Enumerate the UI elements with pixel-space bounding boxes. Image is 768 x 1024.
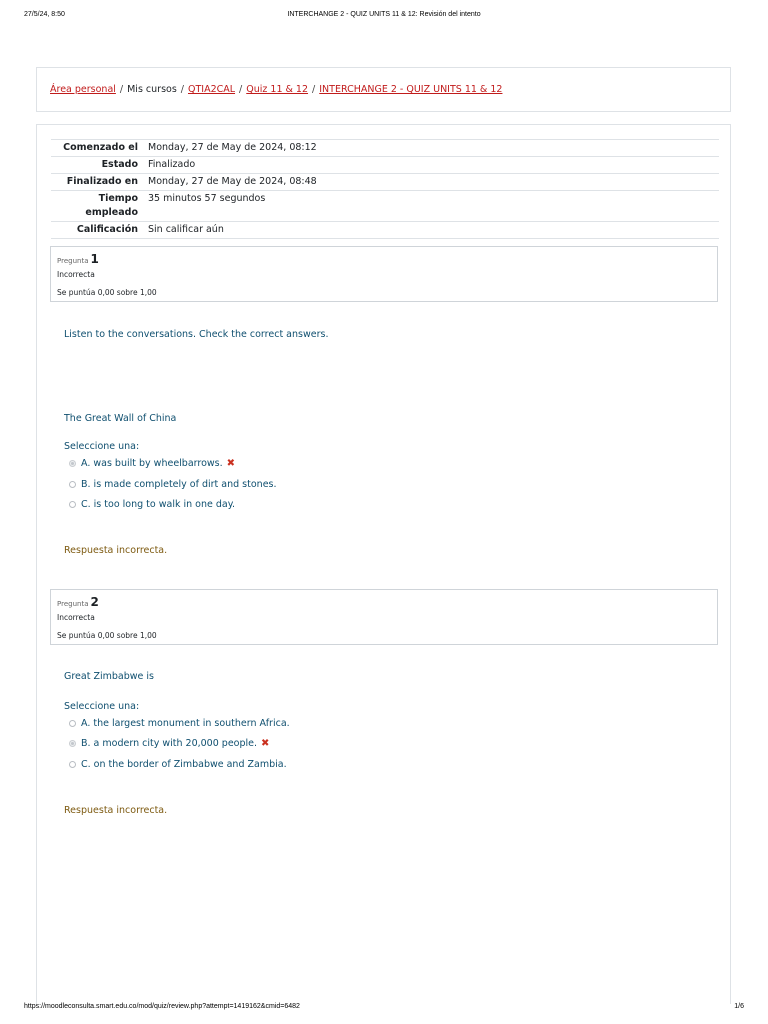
summary-value: Finalizado xyxy=(148,159,196,170)
question-number-value: 2 xyxy=(90,595,99,609)
answer-label: B. is made completely of dirt and stones. xyxy=(81,479,277,490)
question-number xyxy=(57,595,99,609)
incorrect-icon: ✖ xyxy=(226,458,236,469)
question-1-answer-a[interactable] xyxy=(64,458,235,469)
question-2-feedback: Respuesta incorrecta. xyxy=(64,805,168,816)
question-1-answer-b[interactable] xyxy=(64,479,277,490)
question-2-prompt: Seleccione una: xyxy=(64,701,140,712)
summary-value: Sin calificar aún xyxy=(148,224,224,235)
radio-button[interactable] xyxy=(69,720,76,727)
question-1-info xyxy=(50,246,718,302)
radio-button[interactable] xyxy=(69,460,76,467)
breadcrumb-quiz[interactable]: INTERCHANGE 2 - QUIZ UNITS 11 & 12 xyxy=(319,84,503,95)
question-state: Incorrecta xyxy=(57,613,95,622)
question-state: Incorrecta xyxy=(57,270,95,279)
question-number-value: 1 xyxy=(90,252,99,266)
breadcrumb-area-personal[interactable]: Área personal xyxy=(50,84,116,95)
question-1-answer-c[interactable] xyxy=(64,499,235,510)
breadcrumb-separator: / xyxy=(312,84,316,95)
answer-label: B. a modern city with 20,000 people. xyxy=(81,738,258,749)
question-number xyxy=(57,252,99,266)
print-header xyxy=(0,11,768,21)
radio-button[interactable] xyxy=(69,501,76,508)
summary-row xyxy=(51,140,719,157)
summary-label: Estado xyxy=(101,159,138,170)
summary-label: Calificación xyxy=(76,224,138,235)
answer-label: A. was built by wheelbarrows. xyxy=(81,458,223,469)
print-footer xyxy=(0,1003,768,1013)
summary-value: 35 minutos 57 segundos xyxy=(148,193,266,204)
question-1-text: The Great Wall of China xyxy=(64,413,177,424)
summary-row xyxy=(51,222,719,239)
answer-label: A. the largest monument in southern Africa. xyxy=(81,718,290,729)
print-url: https://moodleconsulta.smart.edu.co/mod/quiz/review.php?attempt=1419162&cmid=6482 xyxy=(24,1003,300,1010)
question-2-answer-b[interactable] xyxy=(64,738,269,749)
summary-value: Monday, 27 de May de 2024, 08:12 xyxy=(148,142,317,153)
radio-button[interactable] xyxy=(69,761,76,768)
print-title: INTERCHANGE 2 - QUIZ UNITS 11 & 12: Revisión del intento xyxy=(287,11,481,18)
radio-button[interactable] xyxy=(69,481,76,488)
breadcrumb-separator: / xyxy=(119,84,124,95)
incorrect-icon: ✖ xyxy=(261,738,270,749)
quiz-review-region xyxy=(36,124,731,1004)
breadcrumb-course[interactable]: QTIA2CAL xyxy=(187,84,236,95)
breadcrumb-container xyxy=(36,67,731,112)
summary-row xyxy=(51,174,719,191)
summary-row xyxy=(51,157,719,174)
question-2-answer-c[interactable] xyxy=(64,759,287,770)
question-1-prompt: Seleccione una: xyxy=(64,441,140,452)
question-2-answer-a[interactable] xyxy=(64,718,290,729)
summary-row xyxy=(51,191,719,222)
question-prefix: Pregunta xyxy=(57,257,89,265)
breadcrumb-mis-cursos: Mis cursos xyxy=(127,84,177,95)
print-datetime: 27/5/24, 8:50 xyxy=(24,11,65,18)
question-2-text: Great Zimbabwe is xyxy=(64,671,154,682)
answer-label: C. on the border of Zimbabwe and Zambia. xyxy=(81,759,287,770)
answer-label: C. is too long to walk in one day. xyxy=(81,499,235,510)
print-page-number: 1/6 xyxy=(734,1003,744,1010)
question-1-instruction: Listen to the conversations. Check the correct answers. xyxy=(64,329,329,340)
summary-label: Finalizado en xyxy=(66,176,138,187)
question-1-feedback: Respuesta incorrecta. xyxy=(64,545,168,556)
summary-label: Comenzado el xyxy=(63,142,138,153)
question-prefix: Pregunta xyxy=(57,600,89,608)
breadcrumb-separator: / xyxy=(180,84,184,95)
breadcrumb-section[interactable]: Quiz 11 & 12 xyxy=(246,84,309,95)
question-grade: Se puntúa 0,00 sobre 1,00 xyxy=(57,631,157,640)
breadcrumb-separator: / xyxy=(239,84,243,95)
question-grade: Se puntúa 0,00 sobre 1,00 xyxy=(57,288,157,297)
radio-button[interactable] xyxy=(69,740,76,747)
summary-label: Tiempo empleado xyxy=(85,193,138,218)
breadcrumb xyxy=(50,84,502,95)
summary-value: Monday, 27 de May de 2024, 08:48 xyxy=(148,176,317,187)
attempt-summary-table xyxy=(51,139,719,239)
question-2-info xyxy=(50,589,718,645)
